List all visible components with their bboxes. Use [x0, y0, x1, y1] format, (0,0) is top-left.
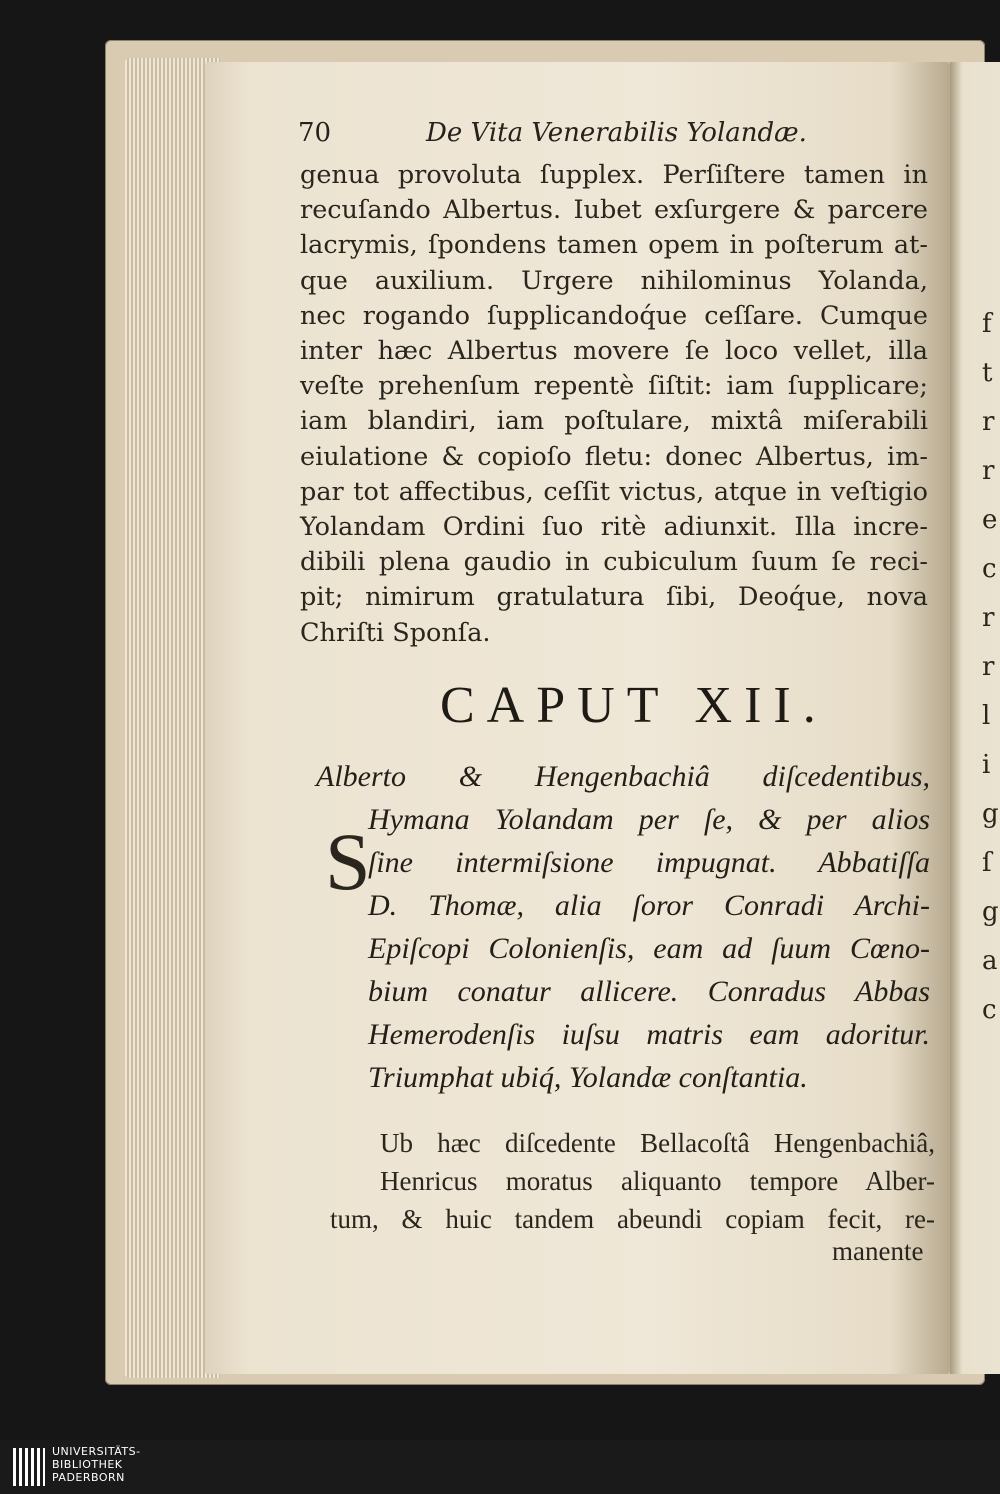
summary-line: D. Thomæ, alia ſoror Conradi Archi- — [368, 889, 930, 922]
page-number: 70 — [298, 118, 332, 148]
summary-line: Epiſcopi Colonienſis, eam ad ſuum Cœno- — [368, 932, 930, 965]
summary-line: bium conatur allicere. Conradus Abbas — [368, 975, 930, 1008]
body-line: recuſando Albertus. Iubet exſurgere & parcere — [300, 195, 928, 226]
body-line: dibili plena gaudio in cubiculum ſuum ſe reci- — [300, 547, 928, 578]
body-line: iam blandiri, iam poſtulare, mixtâ miſerabili — [300, 406, 928, 437]
body-line: lacrymis, ſpondens tamen opem in poſterum at- — [300, 230, 928, 261]
footer-bar — [0, 1440, 1000, 1494]
facing-page-letter: r — [982, 456, 995, 486]
facing-page-letter: r — [982, 603, 995, 633]
drop-cap: S — [325, 816, 371, 907]
summary-line: ſine intermiſsione impugnat. Abbatiſſa — [368, 846, 930, 879]
body-line: eiulatione & copioſo fletu: donec Albertus, im- — [300, 441, 928, 472]
facing-page-letter: a — [982, 946, 998, 976]
facing-page-letter: r — [982, 407, 995, 437]
facing-page-letter: c — [982, 995, 997, 1025]
running-title: De Vita Venerabilis Yolandæ. — [426, 118, 807, 148]
chapter-heading: CAPUT XII. — [440, 677, 828, 734]
facing-page-letter: i — [982, 750, 991, 780]
catchword: manente — [832, 1236, 924, 1266]
facing-page-letter: e — [982, 505, 998, 535]
body-line: nec rogando ſupplicandoq́ue ceſſare. Cumque — [300, 300, 928, 331]
body-line: inter hæc Albertus movere ſe loco vellet, illa — [300, 336, 928, 366]
facing-page-letter: f — [982, 309, 992, 339]
facing-page-letter: g — [982, 799, 999, 829]
library-logo-text — [52, 1445, 141, 1484]
library-logo-icon — [12, 1446, 46, 1488]
logo-line-1: UNIVERSITÄTS- — [52, 1445, 141, 1458]
summary-line: Triumphat ubiq́, Yolandæ conſtantia. — [368, 1061, 808, 1094]
summary-line: Hymana Yolandam per ſe, & per alios — [368, 803, 930, 836]
facing-page-letters — [982, 300, 1000, 1035]
facing-page-letter: ſ — [982, 848, 992, 878]
paragraph-line: Henricus moratus aliquanto tempore Alber- — [380, 1166, 935, 1196]
facing-page-letter: t — [982, 358, 993, 388]
facing-page-letter: g — [982, 897, 999, 927]
paragraph-line: Ub hæc diſcedente Bellacoſtâ Hengenbachiâ, — [380, 1128, 935, 1158]
paragraph-line: tum, & huic tandem abeundi copiam fecit, re- — [330, 1204, 935, 1234]
logo-line-3: PADERBORN — [52, 1471, 125, 1484]
body-line: genua provoluta ſupplex. Perſiſtere tamen in — [300, 160, 928, 190]
body-line: Chriſti Sponſa. — [300, 617, 491, 648]
body-line: Yolandam Ordini ſuo ritè adiunxit. Illa incre- — [300, 512, 928, 542]
body-line: que auxilium. Urgere nihilominus Yolanda, — [300, 265, 928, 296]
logo-line-2: BIBLIOTHEK — [52, 1458, 123, 1471]
page-header — [298, 118, 958, 158]
summary-line: Alberto & Hengenbachiâ diſcedentibus, — [316, 760, 930, 793]
body-line: par tot affectibus, ceſſit victus, atque in veſtigio — [300, 476, 928, 507]
facing-page-letter: c — [982, 554, 997, 584]
body-line: veſte prehenſum repentè ſiſtit: iam ſupplicare; — [300, 371, 928, 402]
facing-page-letter: r — [982, 652, 995, 682]
body-line: pit; nimirum gratulatura ſibi, Deoq́ue, nova — [300, 582, 928, 613]
facing-page-letter: l — [982, 701, 991, 731]
summary-line: Hemerodenſis iuſsu matris eam adoritur. — [368, 1018, 930, 1051]
